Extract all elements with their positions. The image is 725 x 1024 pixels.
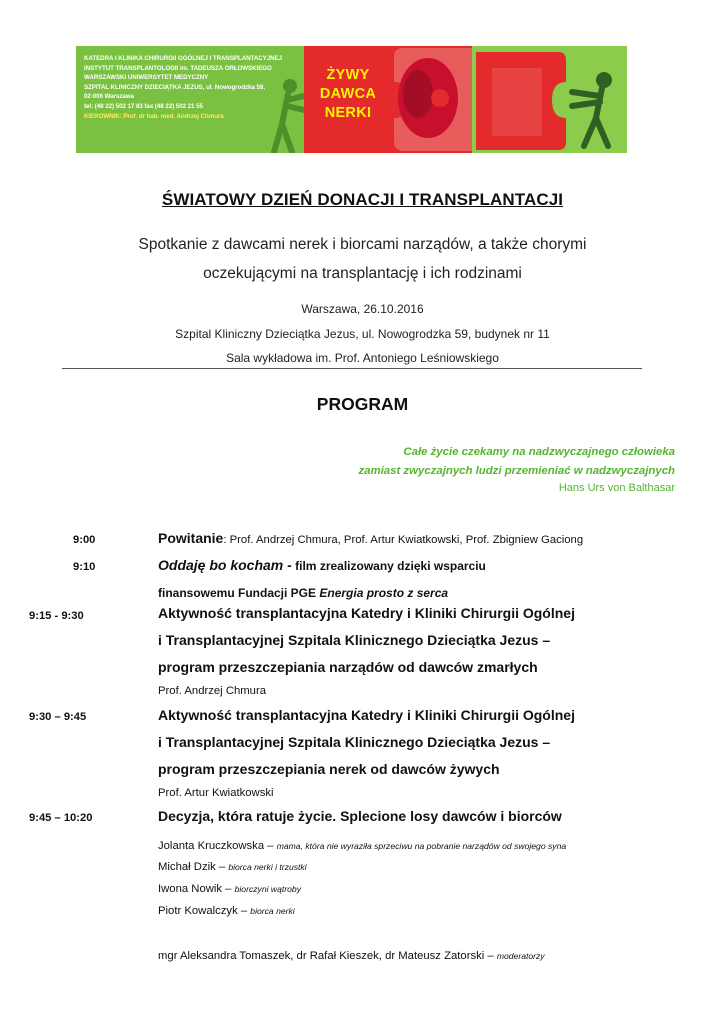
event-hall: Sala wykładowa im. Prof. Antoniego Leśniowskiego	[226, 351, 499, 365]
item-title: Aktywność transplantacyjna Katedry i Kliniki Chirurgii Ogólnej	[158, 707, 575, 723]
moderators	[158, 946, 545, 964]
program-heading: PROGRAM	[316, 394, 409, 414]
moderators-names: mgr Aleksandra Tomaszek, dr Rafał Kieszek, dr Mateusz Zatorski –	[158, 950, 497, 962]
item-speakers: : Prof. Andrzej Chmura, Prof. Artur Kwiatkowski, Prof. Zbigniew Gaciong	[223, 534, 584, 546]
participant-role: biorca nerki	[250, 906, 295, 916]
clinic-info-line: tel: (48 22) 502 17 83 fax (48 22) 502 21 55	[84, 102, 203, 110]
item-title: program przeszczepiania narządów od dawców zmarłych	[158, 659, 538, 675]
schedule-item	[158, 557, 486, 575]
item-title: i Transplantacyjnej Szpitala Klinicznego Dzieciątka Jezus –	[158, 632, 551, 648]
subtitle-line-1: Spotkanie z dawcami nerek i biorcami narządów, a także chorymi	[138, 236, 587, 253]
page-title: ŚWIATOWY DZIEŃ DONACJI I TRANSPLANTACJI	[161, 190, 564, 209]
motto-line-2: zamiast zwyczajnych ludzi przemieniać w nadzwyczajnych	[358, 465, 675, 477]
clinic-info-line: SZPITAL KLINICZNY DZIECIĄTKA JEZUS, ul. Nowogrodzka 59,	[84, 83, 265, 91]
clinic-info-line: WARSZAWSKI UNIWERSYTET MEDYCZNY	[84, 74, 209, 82]
brand-word: ŻYWY	[326, 67, 370, 83]
item-speaker: Prof. Andrzej Chmura	[158, 685, 266, 697]
schedule-time: 9:10	[73, 561, 96, 573]
item-title: Aktywność transplantacyjna Katedry i Kliniki Chirurgii Ogólnej	[158, 605, 575, 621]
clinic-info-line: KIEROWNIK: Prof. dr hab. med. Andrzej Chmura	[84, 112, 224, 120]
participant-role: biorczyni wątroby	[234, 884, 301, 894]
clinic-info-line: INSTYTUT TRANSPLANTOLOGII im. TADEUSZA ORŁOWSKIEGO	[84, 64, 272, 72]
clinic-info-line: 02-006 Warszawa	[84, 93, 134, 101]
schedule-time: 9:00	[73, 534, 96, 546]
item-speaker: Prof. Artur Kwiatkowski	[158, 787, 274, 799]
schedule-time: 9:30 – 9:45	[29, 711, 87, 723]
item-title: Oddaję bo kocham -	[158, 557, 292, 573]
participant-name: Jolanta Kruczkowska –	[158, 840, 277, 852]
motto-line-1: Całe życie czekamy na nadzwyczajnego człowieka	[403, 446, 675, 458]
item-description: finansowemu Fundacji PGE	[158, 586, 320, 600]
participant-name: Michał Dzik –	[158, 861, 229, 873]
kidney-puzzle-icon	[388, 46, 472, 153]
participant-name: Iwona Nowik –	[158, 883, 235, 895]
schedule-time: 9:15 - 9:30	[29, 610, 84, 622]
item-title: i Transplantacyjnej Szpitala Klinicznego Dzieciątka Jezus –	[158, 734, 551, 750]
event-date: Warszawa, 26.10.2016	[301, 302, 424, 316]
brand-word: NERKI	[324, 105, 372, 121]
item-title: Powitanie	[158, 530, 224, 546]
event-venue: Szpital Kliniczny Dzieciątka Jezus, ul. Nowogrodzka 59, budynek nr 11	[175, 327, 550, 341]
clinic-info	[84, 54, 296, 121]
clinic-info-line: KATEDRA I KLINIKA CHIRURGII OGÓLNEJ I TRANSPLANTACYJNEJ	[84, 55, 283, 62]
participant	[158, 901, 295, 919]
divider	[62, 368, 642, 369]
puzzle-piece-icon	[472, 46, 627, 153]
person-pushing-icon	[266, 76, 306, 153]
item-description: film zrealizowany dzięki wsparciu	[291, 559, 486, 573]
brand-panel	[304, 46, 472, 153]
participant	[158, 836, 566, 854]
item-title: program przeszczepiania nerek od dawców żywych	[158, 761, 500, 777]
campaign-name: Energia prosto z serca	[319, 586, 449, 600]
header-banner	[76, 46, 627, 153]
participant-role: biorca nerki i trzustki	[228, 862, 307, 872]
schedule-time: 9:45 – 10:20	[29, 812, 93, 824]
item-title: Decyzja, która ratuje życie. Splecione losy dawców i biorców	[158, 808, 562, 824]
participant	[158, 857, 307, 875]
schedule-item-continued	[158, 584, 448, 602]
participant-role: mama, która nie wyraziła sprzeciwu na pobranie narządów od swojego syna	[276, 841, 567, 851]
motto-author: Hans Urs von Balthasar	[558, 482, 675, 494]
moderators-label: moderatorzy	[496, 951, 545, 961]
brand-word: DAWCA	[319, 86, 377, 102]
brand-logo-text	[312, 66, 384, 123]
participant-name: Piotr Kowalczyk –	[158, 905, 251, 917]
subtitle-line-2: oczekującymi na transplantację i ich rodzinami	[203, 265, 522, 282]
schedule-item	[158, 530, 583, 548]
participant	[158, 879, 301, 897]
puzzle-panel	[472, 46, 627, 153]
